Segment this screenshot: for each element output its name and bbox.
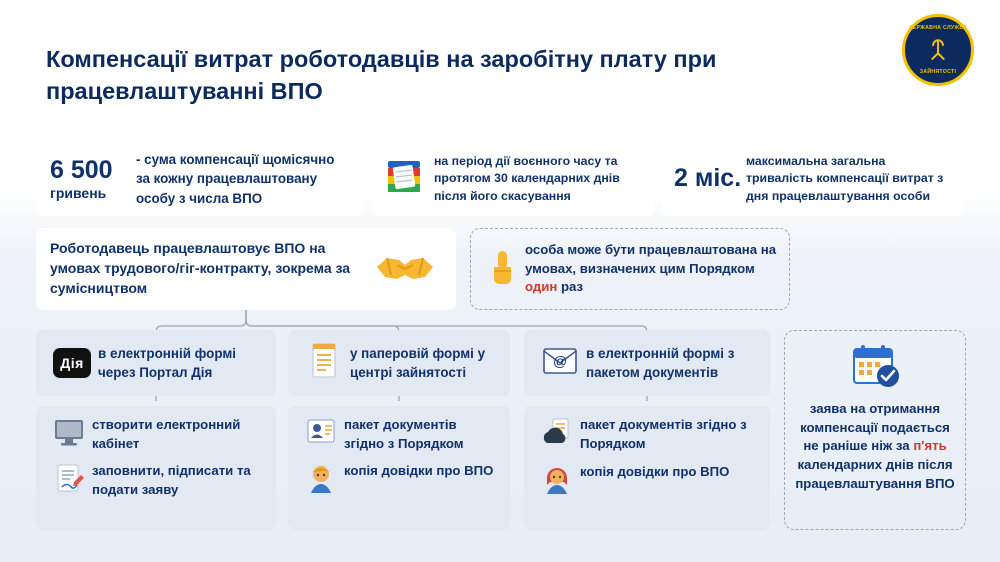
employer-conditions-card bbox=[36, 228, 456, 310]
step-text: пакет документів згідно з Порядком bbox=[344, 417, 464, 451]
duration-card bbox=[662, 142, 964, 216]
step-text: пакет документів згідно з Порядком bbox=[580, 417, 747, 451]
calendar-check-icon bbox=[795, 343, 955, 394]
person-boy-icon bbox=[298, 462, 344, 500]
page-title: Компенсації витрат роботодавців на заробітну плату при працевлаштуванні ВПО bbox=[46, 46, 717, 104]
channel-email-text: в електронній формі з пакетом документів bbox=[586, 345, 735, 380]
list-item bbox=[46, 416, 266, 453]
compensation-amount-card bbox=[36, 142, 364, 216]
once-text-after: раз bbox=[557, 279, 584, 295]
employer-description: Роботодавець працевлаштовує ВПО на умовах трудового/гіг-контракту, зокрема за сумісництвом bbox=[50, 240, 351, 296]
step-text: копія довідки про ВПО bbox=[344, 463, 494, 479]
deadline-description bbox=[795, 400, 955, 494]
email-icon bbox=[534, 344, 586, 383]
pointing-up-icon bbox=[481, 247, 525, 292]
logo-bottom-text: ЗАЙНЯТОСТІ bbox=[919, 69, 957, 75]
once-only-note-card bbox=[470, 228, 790, 310]
duration-value: 2 міс. bbox=[674, 164, 742, 193]
channel-card-email[interactable] bbox=[524, 330, 770, 396]
step-text: копія довідки про ВПО bbox=[580, 464, 730, 479]
diia-label: Дія bbox=[53, 348, 91, 378]
state-employment-service-logo bbox=[902, 14, 974, 86]
svg-text:@: @ bbox=[553, 352, 568, 369]
list-item bbox=[534, 416, 760, 454]
id-card-icon bbox=[298, 416, 344, 452]
deadline-text-before: заява на отримання компенсації подається не раніше ніж за bbox=[800, 401, 950, 454]
list-item bbox=[46, 462, 266, 500]
diia-logo-icon bbox=[46, 348, 98, 378]
logo-mark-icon bbox=[925, 37, 951, 63]
deadline-text-highlight: п'ять bbox=[913, 438, 947, 454]
duration-description: максимальна загальна тривалість компенсації витрат з дня працевлаштування особи bbox=[746, 153, 944, 203]
list-item bbox=[298, 416, 500, 453]
once-only-description bbox=[525, 241, 779, 297]
amount-unit: гривень bbox=[50, 184, 107, 201]
once-text-highlight: один bbox=[525, 279, 558, 295]
signed-document-icon bbox=[46, 462, 92, 500]
handshake-icon bbox=[368, 245, 442, 294]
person-girl-icon bbox=[534, 463, 580, 501]
steps-card-email bbox=[524, 406, 770, 530]
channel-paper-text: у паперовій формі у центрі зайнятості bbox=[350, 345, 486, 380]
channel-diia-text: в електронній формі через Портал Дія bbox=[98, 345, 236, 380]
step-text: створити електронний кабінет bbox=[92, 417, 241, 451]
channel-card-diia[interactable] bbox=[36, 330, 276, 396]
period-description: на період дії воєнного часу та протягом 30 календарних днів після його скасування bbox=[434, 153, 620, 203]
amount-description: - сума компенсації щомісячно за кожну працевлаштовану особу з числа ВПО bbox=[136, 152, 335, 206]
deadline-text-after: календарних днів після працевлаштування ВПО bbox=[795, 457, 955, 491]
period-card bbox=[372, 142, 654, 216]
channel-card-paper[interactable] bbox=[288, 330, 510, 396]
amount-value: 6 500 bbox=[50, 156, 113, 185]
list-item bbox=[298, 462, 500, 500]
once-text-before: особа може бути працевлаштована на умовах, визначених цим Порядком bbox=[525, 241, 777, 276]
upload-cloud-icon bbox=[534, 416, 580, 454]
steps-card-paper bbox=[288, 406, 510, 530]
step-text: заповнити, підписати та подати заяву bbox=[92, 463, 251, 498]
list-item bbox=[534, 463, 760, 501]
monitor-icon bbox=[46, 416, 92, 452]
document-icon bbox=[298, 341, 350, 386]
calendar-icon bbox=[382, 157, 434, 202]
logo-top-text: ДЕРЖАВНА СЛУЖБА bbox=[908, 25, 968, 31]
steps-card-diia bbox=[36, 406, 276, 530]
application-deadline-note bbox=[784, 330, 966, 530]
